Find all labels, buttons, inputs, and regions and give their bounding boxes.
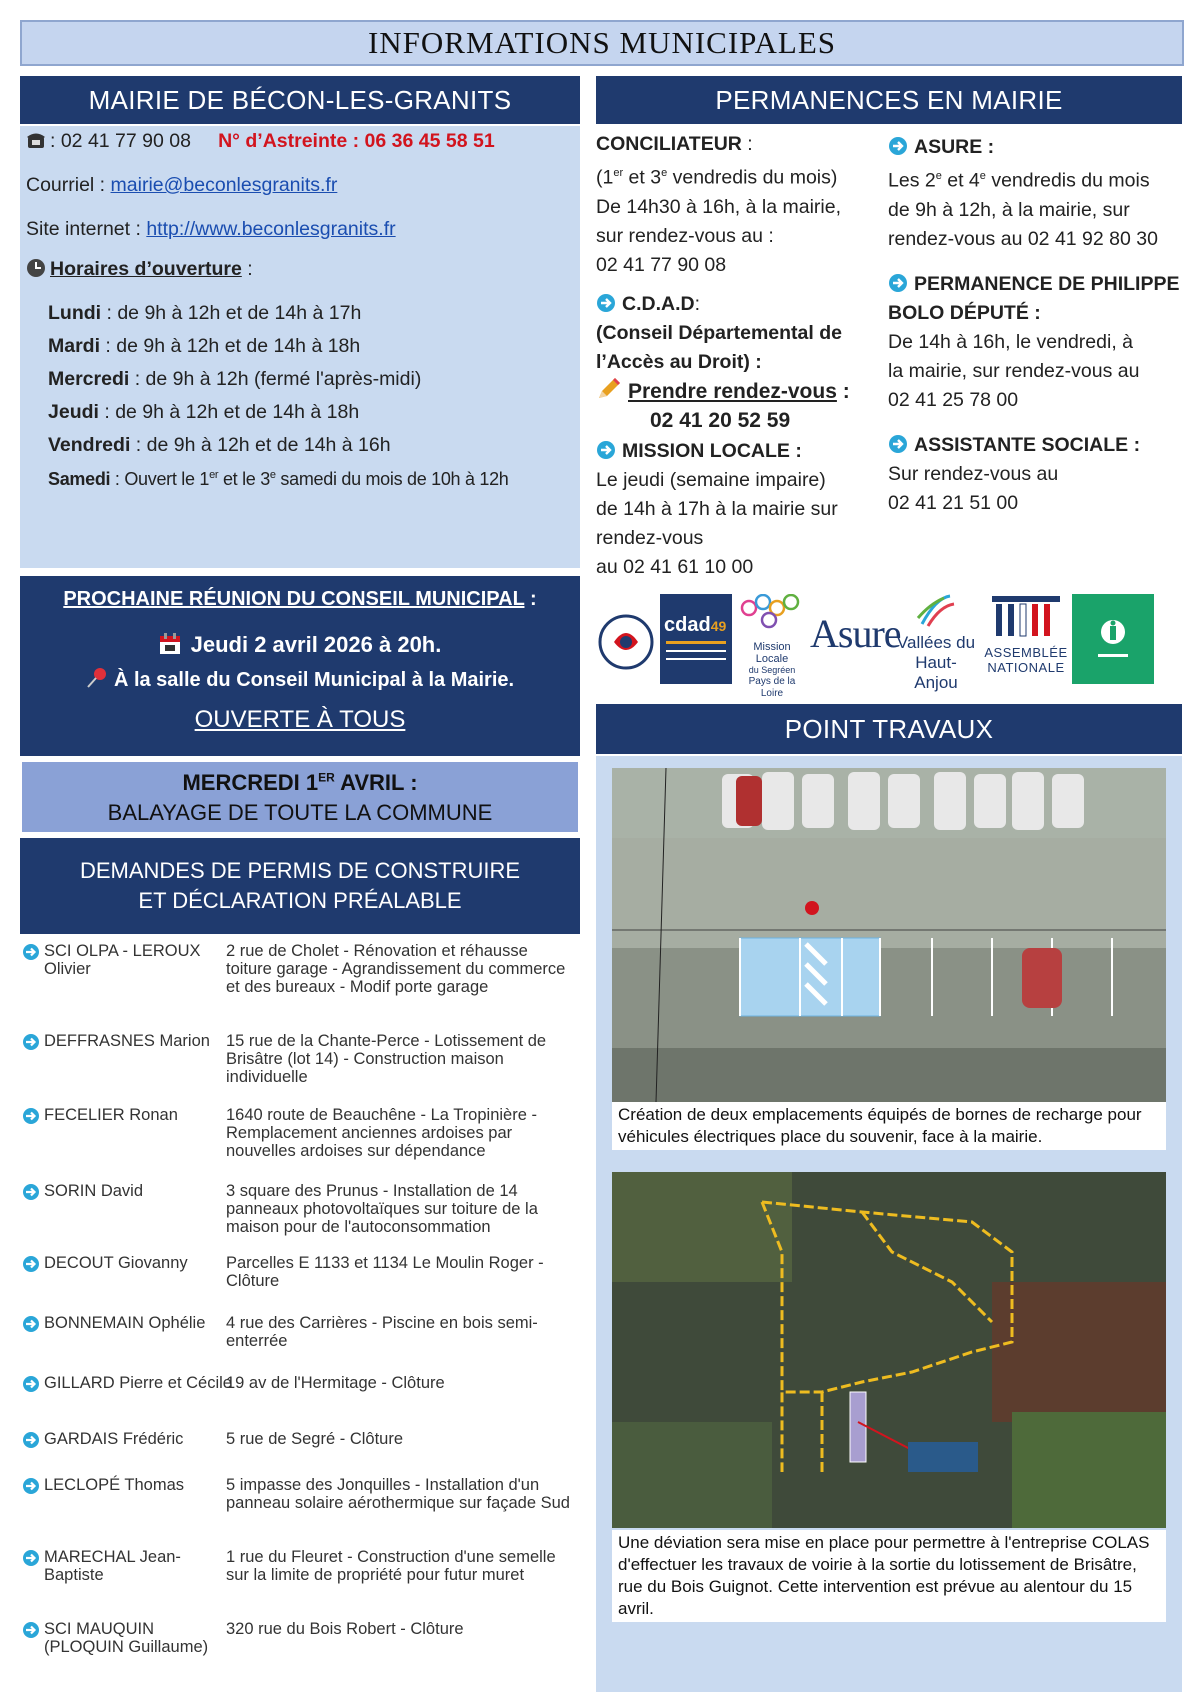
arrow-right-icon: [596, 440, 616, 460]
page-title-bar: [20, 20, 1184, 66]
conciliateur-rdv: sur rendez-vous au :: [596, 224, 774, 247]
conciliateur-title: CONCILIATEUR: [596, 133, 742, 155]
permit-applicant: SCI OLPA - LEROUX Olivier: [44, 942, 201, 978]
social-text: Sur rendez-vous au: [888, 462, 1059, 485]
cdad-title: C.D.A.D: [622, 292, 695, 315]
mission-title: MISSION LOCALE :: [622, 439, 802, 462]
day-name: Mercredi: [48, 368, 130, 390]
conciliateur-block: [596, 130, 876, 280]
conciliateur-hours: De 14h30 à 16h, à la mairie,: [596, 195, 841, 218]
partner-logos: [596, 594, 1180, 699]
cdad-rdv: Prendre rendez-vous: [628, 379, 837, 403]
permit-description: 15 rue de la Chante-Perce - Lotissement de Brisâtre (lot 14) - Construction maison individuelle: [226, 1032, 547, 1086]
day-row-mardi: [48, 335, 360, 358]
point-justice-icon: [1072, 594, 1154, 684]
day-name: Lundi: [48, 302, 102, 324]
travaux-caption-1: Création de deux emplacements équipés de bornes de recharge pour véhicules électriques place du souvenir, face à la mairie.: [612, 1102, 1166, 1150]
vallees-logo-mark: [916, 594, 956, 628]
permanences-header: PERMANENCES EN MAIRIE: [596, 76, 1182, 124]
permit-applicant: FECELIER Ronan: [44, 1106, 178, 1124]
day-row-jeudi: [48, 401, 359, 424]
cdad-phone: 02 41 20 52 59: [650, 408, 791, 432]
permit-applicant: SORIN David: [44, 1182, 144, 1200]
horaires-row: [26, 258, 253, 281]
depute-title: PERMANENCE DE PHILIPPE: [914, 272, 1180, 295]
arrow-right-icon: [22, 1549, 40, 1567]
text: vendredis du mois): [667, 166, 838, 189]
permit-description: 1640 route de Beauchêne - La Tropinière - Remplacement anciennes ardoises par nouvelles ardoises sur dépendance: [226, 1106, 537, 1160]
social-title: ASSISTANTE SOCIALE :: [914, 433, 1141, 456]
text: Les 2: [888, 169, 936, 192]
courriel-link[interactable]: mairie@beconlesgranits.fr: [110, 174, 338, 196]
arrow-right-icon: [596, 293, 616, 313]
mission-locale-logo: [738, 594, 806, 699]
phone-icon: [26, 130, 46, 150]
arrow-right-icon: [22, 1183, 40, 1201]
site-label: Site internet :: [26, 218, 147, 240]
depute-block: [888, 270, 1180, 415]
cdad-desc: (Conseil Départemental de: [596, 321, 842, 344]
arrow-right-icon: [22, 1107, 40, 1125]
cdad-logo-num: 49: [710, 618, 727, 634]
depute-phone: 02 41 25 78 00: [888, 388, 1019, 411]
calendar-icon: [159, 633, 181, 655]
balayage-date-text: MERCREDI 1: [182, 770, 319, 795]
permit-applicant: DECOUT Giovanny: [44, 1254, 188, 1272]
conseil-title-colon: :: [524, 588, 537, 610]
mission-phone: au 02 41 61 10 00: [596, 555, 754, 578]
site-row: [26, 218, 396, 241]
mairie-phone: : 02 41 77 90 08: [50, 130, 191, 152]
assemblee-text: NATIONALE: [987, 660, 1065, 675]
mairie-info-box: [20, 126, 580, 568]
conseil-box: [20, 576, 580, 756]
day-row-mercredi: [48, 368, 421, 391]
balayage-date: [22, 770, 578, 796]
courriel-row: [26, 174, 337, 197]
conciliateurs-logo: [596, 594, 658, 684]
cdad-desc: l’Accès au Droit) :: [596, 350, 762, 373]
day-row-lundi: [48, 302, 361, 325]
assemblee-building-icon: [986, 594, 1066, 640]
day-name: Samedi: [48, 469, 111, 489]
permit-description: 2 rue de Cholet - Rénovation et réhausse toiture garage - Agrandissement du commerce et des bureaux - Modif porte garage: [226, 942, 566, 996]
arrow-right-icon: [22, 1255, 40, 1273]
astreinte-number: N° d’Astreinte : 06 36 45 58 51: [218, 130, 495, 152]
horaires-label: Horaires d’ouverture: [50, 258, 242, 280]
day-hours: : de 9h à 12h (fermé l'après-midi): [129, 368, 422, 390]
day-name: Mardi: [48, 335, 101, 357]
permit-applicant: MARECHAL Jean-Baptiste: [44, 1548, 181, 1584]
arrow-right-icon: [888, 273, 908, 293]
vallees-text: Vallées du: [896, 633, 976, 652]
page-title: INFORMATIONS MUNICIPALES: [367, 25, 837, 60]
balayage-text: BALAYAGE DE TOUTE LA COMMUNE: [107, 800, 493, 825]
day-name: Jeudi: [48, 401, 99, 423]
clock-icon: [26, 258, 46, 278]
borne-recharge-plan-image: [612, 768, 1166, 1102]
superscript: e: [661, 167, 668, 179]
permit-description: Parcelles E 1133 et 1134 Le Moulin Roger - Clôture: [226, 1254, 544, 1290]
permit-applicant: BONNEMAIN Ophélie: [44, 1314, 206, 1332]
permit-description: 320 rue du Bois Robert - Clôture: [226, 1620, 464, 1638]
arrow-right-icon: [22, 1621, 40, 1639]
permit-description: 5 impasse des Jonquilles - Installation d'un panneau solaire aérothermique sur façade Sud: [226, 1476, 570, 1512]
assemblee-text: ASSEMBLÉE: [984, 645, 1068, 660]
permanences-right-col: [888, 133, 1180, 518]
conseil-lieu-line: [20, 667, 580, 692]
day-hours: : de 9h à 12h et de 14h à 18h: [98, 401, 360, 423]
depute-text: De 14h à 16h, le vendredi, à: [888, 330, 1134, 353]
superscript: e: [935, 170, 942, 182]
mission-locale-block: [596, 437, 876, 582]
text: et 4: [941, 169, 980, 192]
asure-block: [888, 133, 1180, 254]
arrow-right-icon: [22, 1477, 40, 1495]
conciliateur-phone: 02 41 77 90 08: [596, 253, 727, 276]
asure-title: ASURE :: [914, 136, 995, 158]
asure-text: de 9h à 12h, à la mairie, sur: [888, 198, 1130, 221]
arrow-right-icon: [22, 943, 40, 961]
arrow-right-icon: [22, 1033, 40, 1051]
permanences-left-col: [596, 130, 876, 582]
arrow-right-icon: [22, 1375, 40, 1393]
arrow-right-icon: [22, 1431, 40, 1449]
cdad-logo-text: cdad: [664, 614, 711, 636]
conseil-date: Jeudi 2 avril 2026 à 20h.: [190, 632, 442, 657]
permit-applicant: DEFFRASNES Marion: [44, 1032, 210, 1050]
superscript: er: [209, 469, 219, 481]
permit-applicant: SCI MAUQUIN (PLOQUIN Guillaume): [44, 1620, 209, 1656]
day-hours: et le 3: [218, 469, 270, 489]
text: vendredis du mois: [985, 169, 1150, 192]
permit-applicant: LECLOPÉ Thomas: [44, 1476, 185, 1494]
permit-applicant: GILLARD Pierre et Cécile: [44, 1374, 232, 1392]
day-hours: : de 9h à 12h et de 14h à 16h: [130, 434, 391, 456]
conseil-lieu: À la salle du Conseil Municipal à la Mairie.: [113, 669, 515, 691]
superscript: ER: [318, 770, 335, 785]
day-hours: : Ouvert le 1: [110, 469, 210, 489]
courriel-label: Courriel :: [26, 174, 111, 196]
phone-row: [26, 130, 495, 153]
superscript: e: [979, 170, 986, 182]
day-name: Vendredi: [48, 434, 131, 456]
text: (1: [596, 166, 614, 189]
colon: :: [836, 379, 850, 403]
asure-logo: [810, 594, 901, 684]
deviation-map-image: [612, 1172, 1166, 1528]
permit-description: 4 rue des Carrières - Piscine en bois semi-enterrée: [226, 1314, 538, 1350]
colon: :: [741, 133, 753, 155]
arrow-right-icon: [888, 136, 908, 156]
permit-description: 19 av de l'Hermitage - Clôture: [226, 1374, 445, 1392]
mission-logo-text: du Segréen: [748, 665, 796, 675]
permis-header: [20, 838, 580, 934]
mission-locale-people-icon: [739, 594, 805, 636]
mission-text: Le jeudi (semaine impaire): [596, 468, 826, 491]
permit-description: 1 rue du Fleuret - Construction d'une semelle sur la limite de propriété pour futur muret: [226, 1548, 556, 1584]
conseil-title: PROCHAINE RÉUNION DU CONSEIL MUNICIPAL: [63, 588, 525, 610]
cdad-logo: [660, 594, 732, 684]
text: et 3: [623, 166, 662, 189]
cdad-block: [596, 290, 876, 435]
permit-description: 5 rue de Segré - Clôture: [226, 1430, 404, 1448]
social-phone: 02 41 21 51 00: [888, 491, 1019, 514]
point-justice-logo: [1072, 594, 1154, 684]
conseil-date-line: [20, 632, 580, 658]
arrow-right-icon: [888, 434, 908, 454]
depute-text: la mairie, sur rendez-vous au: [888, 359, 1140, 382]
day-row-vendredi: [48, 434, 391, 457]
balayage-date-text: AVRIL :: [334, 770, 418, 795]
pencil-icon: [596, 377, 622, 401]
permis-header-line2: ET DÉCLARATION PRÉALABLE: [138, 888, 462, 913]
mission-text: rendez-vous: [596, 526, 704, 549]
travaux-caption-2: Une déviation sera mise en place pour permettre à l'entreprise COLAS d'effectuer les travaux de voirie à la sortie du lotissement de Brisâtre, rue du Bois Guignot. Cette intervention est prévue au alentour du 15 avril.: [612, 1530, 1166, 1622]
travaux-header: POINT TRAVAUX: [596, 704, 1182, 754]
vallees-text: Haut-Anjou: [914, 653, 958, 692]
mairie-header: MAIRIE DE BÉCON-LES-GRANITS: [20, 76, 580, 124]
superscript: e: [269, 469, 276, 481]
vallees-logo: [894, 594, 978, 692]
permit-description: 3 square des Prunus - Installation de 14 panneaux photovoltaïques sur toiture de la maison pour de l'autoconsommation: [226, 1182, 538, 1236]
day-hours: samedi du mois de 10h à 12h: [275, 469, 509, 489]
superscript: er: [613, 167, 624, 179]
travaux-box: [596, 756, 1182, 1692]
permis-header-line1: DEMANDES DE PERMIS DE CONSTRUIRE: [79, 858, 521, 883]
asure-text: rendez-vous au 02 41 92 80 30: [888, 227, 1158, 250]
mission-text: de 14h à 17h à la mairie sur: [596, 497, 838, 520]
permit-applicant: GARDAIS Frédéric: [44, 1430, 184, 1448]
assistante-sociale-block: [888, 431, 1180, 518]
mission-logo-text: Mission Locale: [753, 641, 791, 665]
balayage-box: [22, 762, 578, 832]
conseil-title-line: [20, 588, 580, 611]
site-link[interactable]: http://www.beconlesgranits.fr: [146, 218, 396, 240]
pushpin-icon: [86, 667, 108, 689]
mission-logo-text: Pays de la Loire: [748, 676, 796, 699]
horaires-colon: :: [241, 258, 253, 280]
arrow-right-icon: [22, 1315, 40, 1333]
colon: :: [694, 292, 701, 315]
day-hours: : de 9h à 12h et de 14h à 18h: [100, 335, 361, 357]
day-hours: : de 9h à 12h et de 14h à 17h: [101, 302, 362, 324]
depute-title: BOLO DÉPUTÉ :: [888, 301, 1041, 324]
conseil-ouverte: OUVERTE À TOUS: [194, 706, 406, 733]
day-row-samedi: [48, 469, 509, 490]
asure-logo-text: Asure: [810, 611, 901, 656]
assemblee-nationale-logo: [984, 594, 1068, 684]
